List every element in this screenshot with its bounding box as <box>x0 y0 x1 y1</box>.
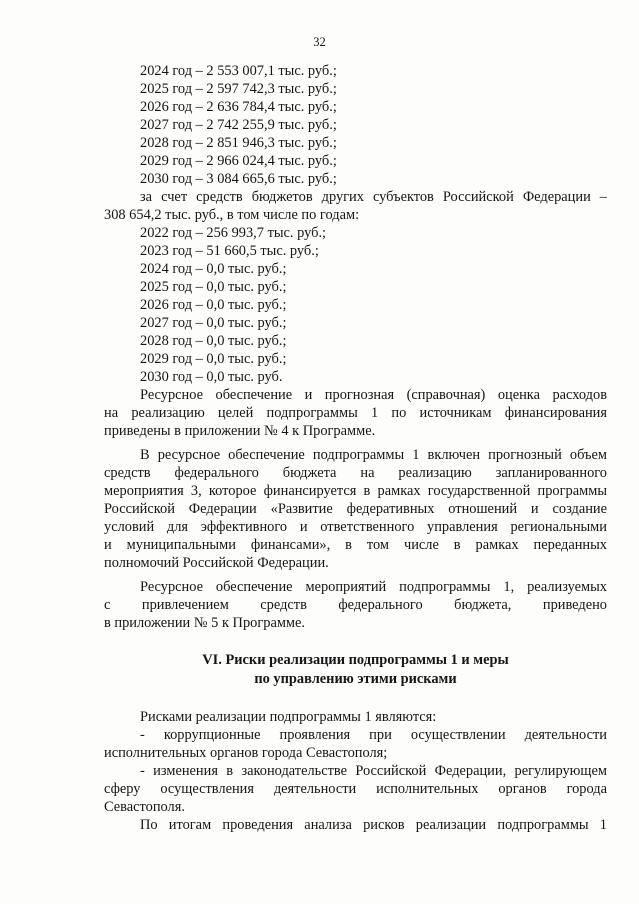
risk-item-legislation <box>104 762 607 816</box>
budget-line-2027: 2027 год – 2 742 255,9 тыс. руб.; <box>140 117 337 133</box>
budget-list-other-subjects <box>104 224 607 386</box>
budget-list-main <box>104 62 607 188</box>
paragraph-line: приведены в приложении № 4 к Программе. <box>104 423 376 439</box>
resource-paragraph <box>104 386 607 440</box>
budget-line-2023: 2023 год – 51 660,5 тыс. руб.; <box>140 243 319 259</box>
section-title-line-2: по управлению этими рисками <box>254 671 457 687</box>
paragraph-line: средств федерального бюджета на реализацию запланированного <box>104 465 607 481</box>
risks-intro: Рисками реализации подпрограммы 1 являются: <box>140 709 437 725</box>
paragraph-line: Севастополя. <box>104 799 185 815</box>
paragraph-line: полномочий Российской Федерации. <box>104 555 329 571</box>
budget-line-2025: 2025 год – 2 597 742,3 тыс. руб.; <box>140 81 337 97</box>
risk-item-corruption <box>104 726 607 762</box>
federal-budget-paragraph <box>104 446 607 572</box>
page-number: 32 <box>313 35 326 49</box>
paragraph-line: с привлечением средств федерального бюджета, приведено <box>104 597 607 613</box>
paragraph-line: условий для эффективного и ответственного управления региональными <box>104 519 607 535</box>
budget-line-2024: 2024 год – 2 553 007,1 тыс. руб.; <box>140 63 337 79</box>
budget-line-2027: 2027 год – 0,0 тыс. руб.; <box>140 315 287 331</box>
budget-line-2028: 2028 год – 2 851 946,3 тыс. руб.; <box>140 135 337 151</box>
budget-line-2030: 2030 год – 0,0 тыс. руб. <box>140 369 283 385</box>
budget-line-2029: 2029 год – 0,0 тыс. руб.; <box>140 351 287 367</box>
paragraph-line: Ресурсное обеспечение мероприятий подпрограммы 1, реализуемых <box>140 579 607 595</box>
budget-line-2029: 2029 год – 2 966 024,4 тыс. руб.; <box>140 153 337 169</box>
budget-line-2030: 2030 год – 3 084 665,6 тыс. руб.; <box>140 171 337 187</box>
paragraph-line: Российской Федерации «Развитие федеративных отношений и создание <box>104 501 607 517</box>
budget-line-2024: 2024 год – 0,0 тыс. руб.; <box>140 261 287 277</box>
budget-line-2028: 2028 год – 0,0 тыс. руб.; <box>140 333 287 349</box>
paragraph-line: 308 654,2 тыс. руб., в том числе по годам: <box>104 207 360 223</box>
paragraph-line: на реализацию целей подпрограммы 1 по источникам финансирования <box>104 405 607 421</box>
other-subjects-paragraph <box>104 188 607 224</box>
section-title-line-1: VI. Риски реализации подпрограммы 1 и меры <box>202 652 509 668</box>
paragraph-line: мероприятия 3, которое финансируется в рамках государственной программы <box>104 483 607 499</box>
measures-paragraph <box>104 578 607 632</box>
paragraph-line: Ресурсное обеспечение и прогнозная (справочная) оценка расходов <box>140 387 607 403</box>
paragraph-line: исполнительных органов города Севастополя; <box>104 745 388 761</box>
budget-line-2022: 2022 год – 256 993,7 тыс. руб.; <box>140 225 327 241</box>
paragraph-line: в приложении № 5 к Программе. <box>104 615 306 631</box>
budget-line-2025: 2025 год – 0,0 тыс. руб.; <box>140 279 287 295</box>
paragraph-line: - изменения в законодательстве Российской Федерации, регулирующем <box>140 763 607 779</box>
budget-line-2026: 2026 год – 0,0 тыс. руб.; <box>140 297 287 313</box>
paragraph-line: за счет средств бюджетов других субъектов Российской Федерации – <box>140 189 607 205</box>
paragraph-line: В ресурсное обеспечение подпрограммы 1 включен прогнозный объем <box>140 447 607 463</box>
final-paragraph-line: По итогам проведения анализа рисков реализации подпрограммы 1 <box>140 817 607 833</box>
document-body <box>104 62 607 834</box>
paragraph-line: - коррупционные проявления при осуществлении деятельности <box>140 727 607 743</box>
paragraph-line: и муниципальными финансами», в том числе в рамках переданных <box>104 537 607 553</box>
section-heading <box>104 651 607 689</box>
paragraph-line: сферу осуществления деятельности исполнительных органов города <box>104 781 607 797</box>
budget-line-2026: 2026 год – 2 636 784,4 тыс. руб.; <box>140 99 337 115</box>
